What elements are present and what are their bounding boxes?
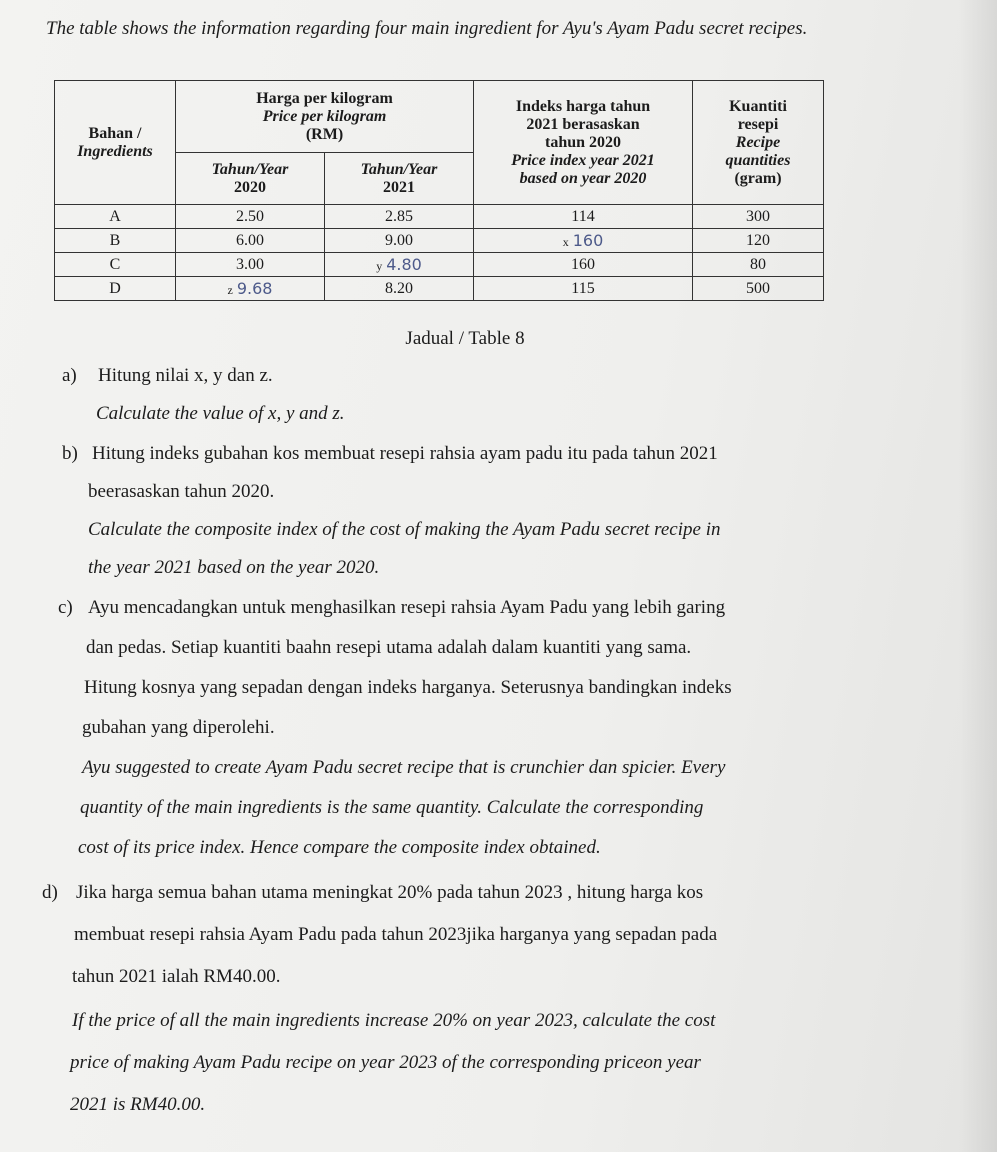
question-d-malay-line2: membuat resepi rahsia Ayam Padu pada tahun 2023jika harganya yang sepadan pada xyxy=(74,924,718,945)
question-a-malay: Hitung nilai x, y dan z. xyxy=(98,365,273,386)
handwritten-answer: 160 xyxy=(572,230,604,250)
table-caption: Jadual / Table 8 xyxy=(405,328,525,349)
question-b-malay-line1: Hitung indeks gubahan kos membuat resepi rahsia ayam padu itu pada tahun 2021 xyxy=(92,443,718,464)
question-b-english-line2: the year 2021 based on the year 2020. xyxy=(88,557,380,578)
table-row: D z 9.68 8.20 115 500 xyxy=(55,277,824,301)
question-d-label: d) xyxy=(42,882,58,903)
header-price: Harga per kilogram Price per kilogram (RM) xyxy=(176,81,474,153)
question-c-malay-line2: dan pedas. Setiap kuantiti baahn resepi utama adalah dalam kuantiti yang sama. xyxy=(86,637,692,658)
table-row: B 6.00 9.00 x 160 120 xyxy=(55,229,824,253)
handwritten-answer: 4.80 xyxy=(386,254,422,274)
header-price-index: Indeks harga tahun 2021 berasaskan tahun 2020 Price index year 2021 based on year 2020 xyxy=(474,81,693,205)
question-c-malay-line1: Ayu mencadangkan untuk menghasilkan resepi rahsia Ayam Padu yang lebih garing xyxy=(88,597,726,618)
question-c-english-line1: Ayu suggested to create Ayam Padu secret recipe that is crunchier dan spicier. Every xyxy=(82,757,726,778)
question-c-label: c) xyxy=(58,597,73,618)
header-quantity: Kuantiti resepi Recipe quantities (gram) xyxy=(693,81,824,205)
question-a-english: Calculate the value of x, y and z. xyxy=(96,403,345,424)
question-b-malay-line2: beerasaskan tahun 2020. xyxy=(88,481,275,502)
intro-text: The table shows the information regarding four main ingredient for Ayu's Ayam Padu secret recipes. xyxy=(46,18,808,39)
question-c-malay-line4: gubahan yang diperolehi. xyxy=(82,717,275,738)
question-b-english-line1: Calculate the composite index of the cost of making the Ayam Padu secret recipe in xyxy=(88,519,721,540)
header-ingredient: Bahan / Ingredients xyxy=(55,81,176,205)
header-year-2021: Tahun/Year 2021 xyxy=(325,153,474,205)
page-edge-shadow xyxy=(959,0,997,1152)
handwritten-answer: 9.68 xyxy=(236,278,273,298)
table-row: C 3.00 y 4.80 160 80 xyxy=(55,253,824,277)
question-d-malay-line1: Jika harga semua bahan utama meningkat 20% pada tahun 2023 , hitung harga kos xyxy=(76,882,704,903)
question-b-label: b) xyxy=(62,443,78,464)
question-c-malay-line3: Hitung kosnya yang sepadan dengan indeks harganya. Seterusnya bandingkan indeks xyxy=(84,677,732,698)
question-d-english-line2: price of making Ayam Padu recipe on year 2023 of the corresponding priceon year xyxy=(70,1052,701,1073)
question-d-english-line1: If the price of all the main ingredients increase 20% on year 2023, calculate the cost xyxy=(72,1010,716,1031)
question-c-english-line3: cost of its price index. Hence compare the composite index obtained. xyxy=(78,837,601,858)
question-c-english-line2: quantity of the main ingredients is the same quantity. Calculate the corresponding xyxy=(80,797,704,818)
question-a-label: a) xyxy=(62,365,77,386)
question-d-malay-line3: tahun 2021 ialah RM40.00. xyxy=(72,966,281,987)
table-row: A 2.50 2.85 114 300 xyxy=(55,205,824,229)
question-d-english-line3: 2021 is RM40.00. xyxy=(70,1094,206,1115)
header-year-2020: Tahun/Year 2020 xyxy=(176,153,325,205)
ingredient-table xyxy=(54,80,824,301)
